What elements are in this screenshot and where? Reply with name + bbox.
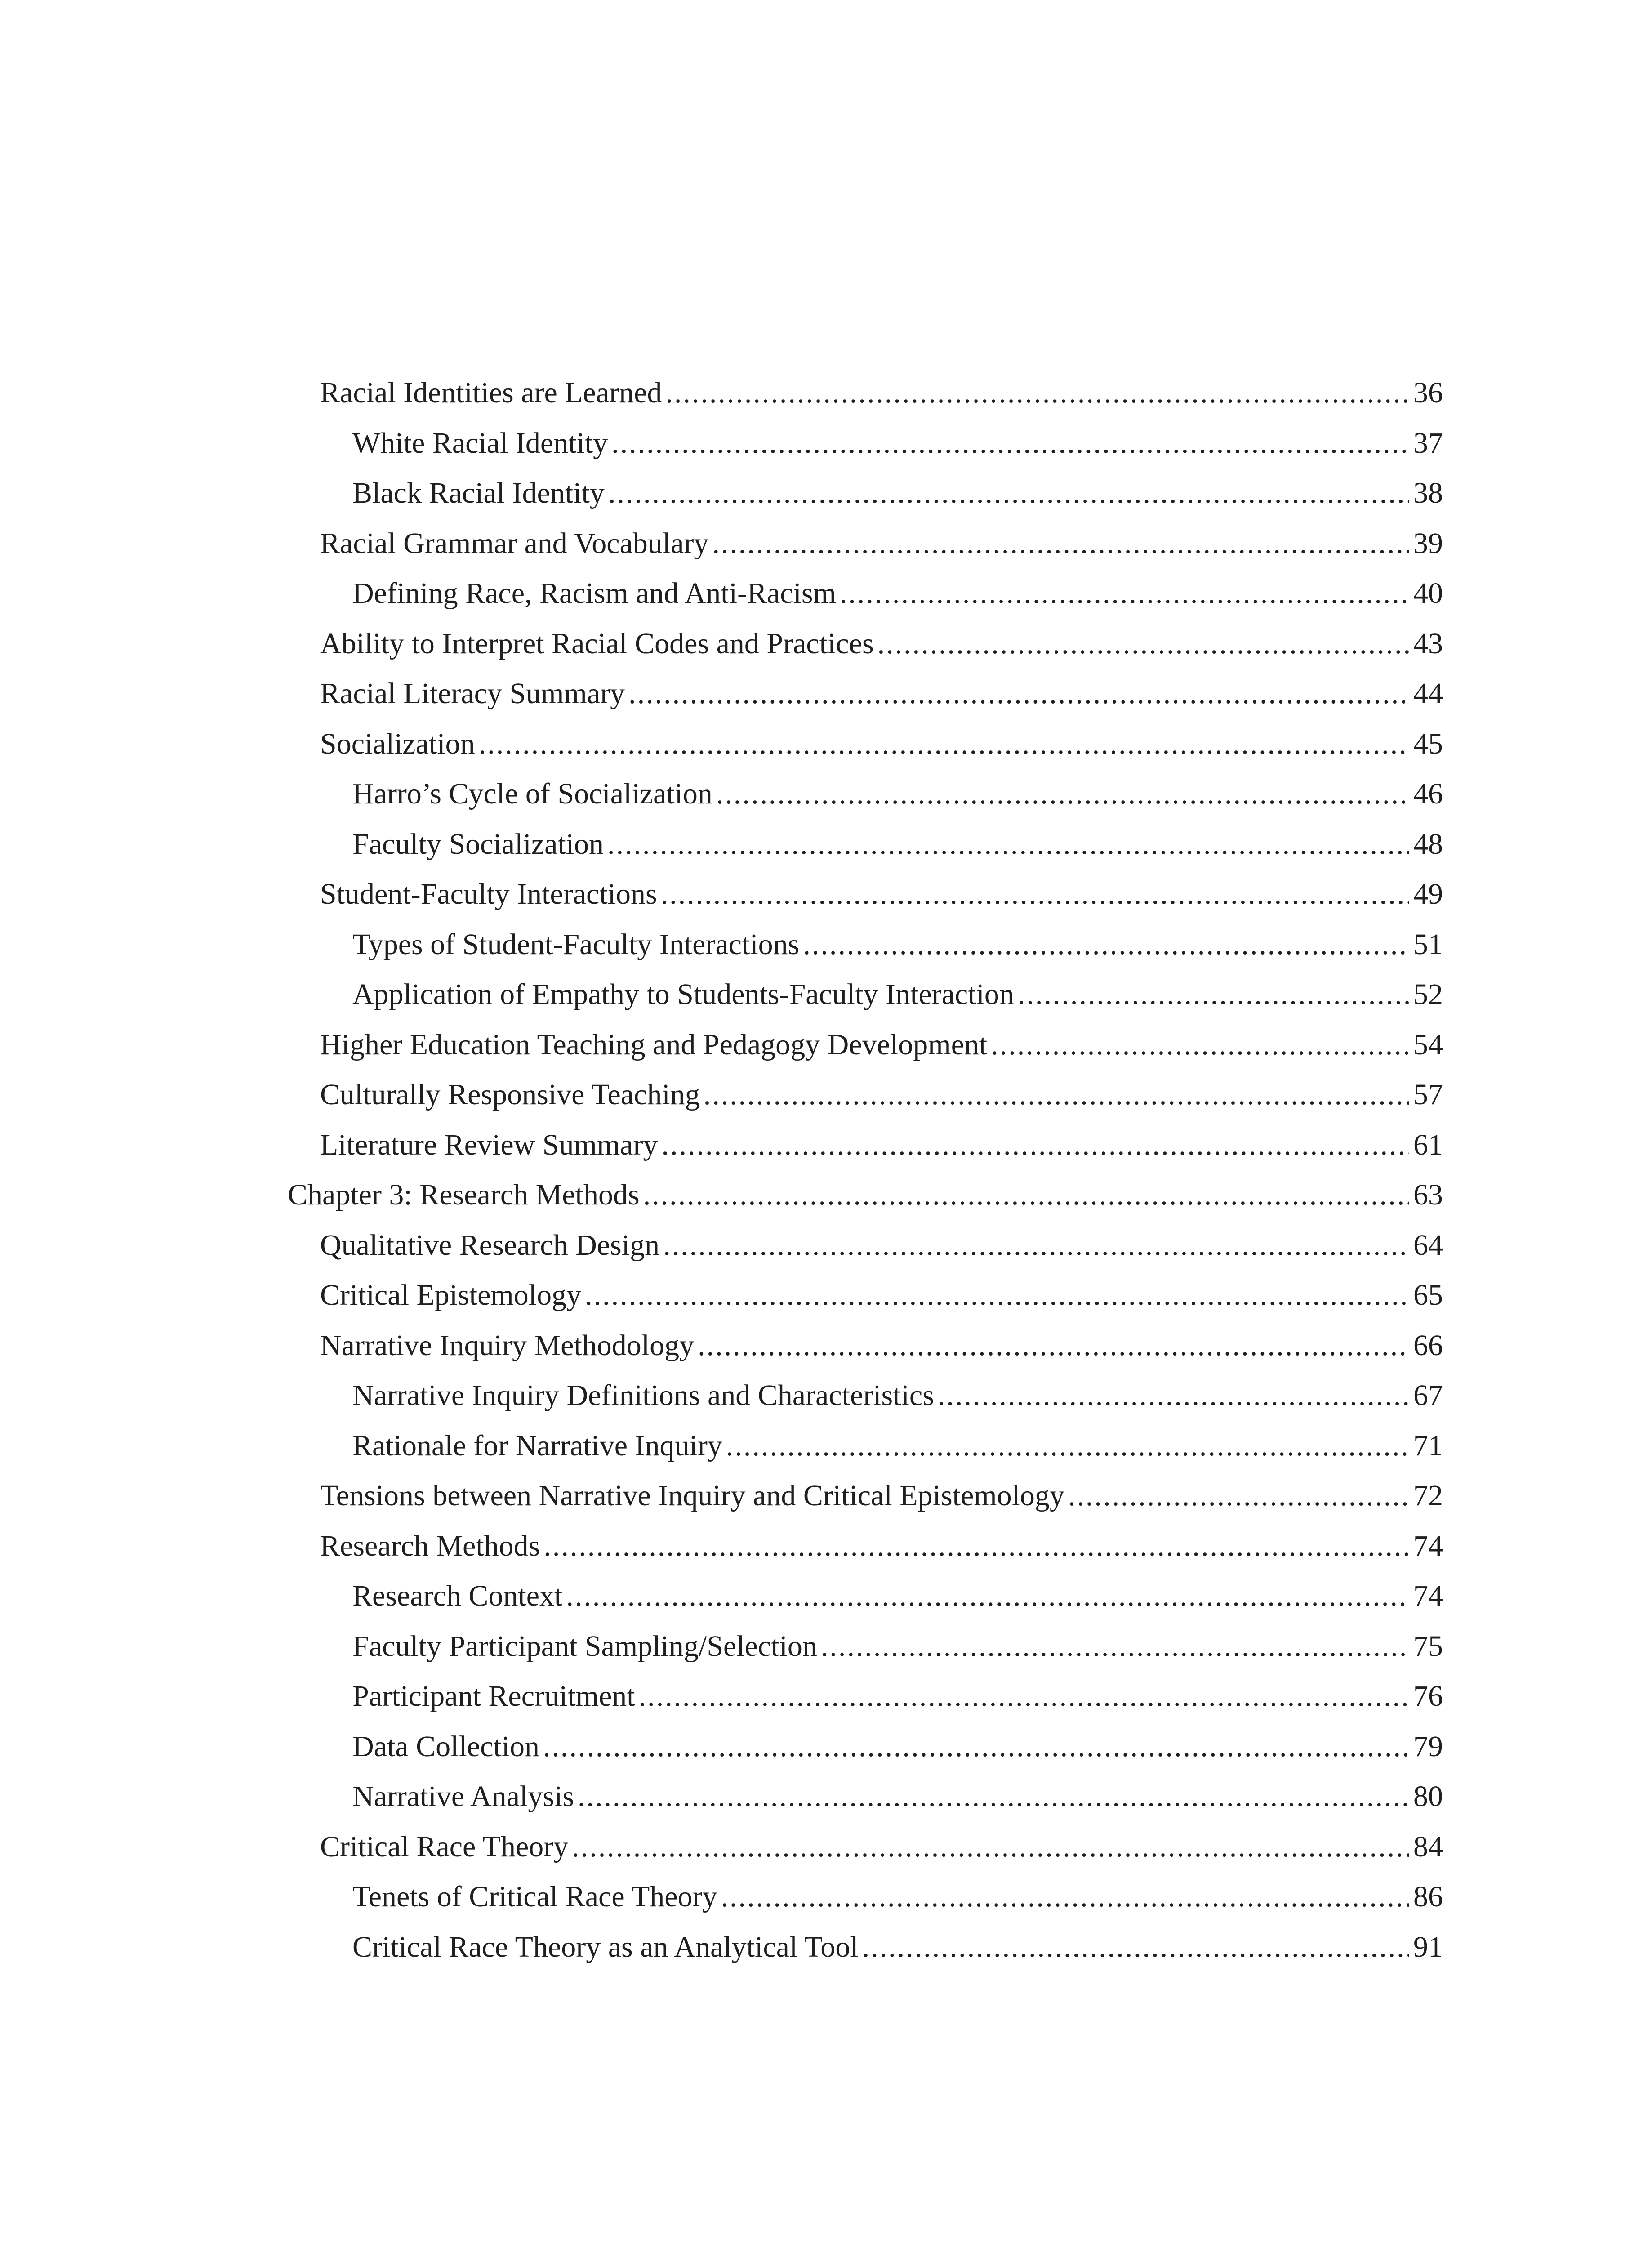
toc-entry-title: Ability to Interpret Racial Codes and Practices xyxy=(320,627,874,660)
toc-entry xyxy=(288,1822,1443,1872)
toc-entry xyxy=(288,719,1443,769)
toc-dot-leader xyxy=(543,1722,1409,1772)
toc-dot-leader xyxy=(716,769,1409,819)
toc-entry xyxy=(288,1120,1443,1170)
toc-entry-title: Racial Literacy Summary xyxy=(320,677,625,710)
toc-entry-page-number: 74 xyxy=(1413,1529,1443,1562)
toc-entry-title: Narrative Inquiry Definitions and Characteristics xyxy=(352,1379,934,1412)
toc-entry-page-number: 38 xyxy=(1413,477,1443,509)
toc-entry-title: Research Context xyxy=(352,1579,563,1612)
toc-entry-page-number: 45 xyxy=(1413,727,1443,760)
toc-dot-leader xyxy=(543,1521,1409,1571)
toc-entry xyxy=(288,418,1443,468)
toc-dot-leader xyxy=(712,518,1409,569)
toc-entry xyxy=(288,769,1443,819)
toc-entry xyxy=(288,1370,1443,1421)
toc-entry-page-number: 39 xyxy=(1413,526,1443,560)
toc-dot-leader xyxy=(862,1922,1409,1972)
toc-entry xyxy=(288,669,1443,719)
toc-dot-leader xyxy=(578,1771,1409,1822)
toc-entry-page-number: 40 xyxy=(1413,577,1443,610)
toc-entry-page-number: 48 xyxy=(1413,827,1443,861)
toc-entry xyxy=(288,969,1443,1020)
toc-entry-page-number: 74 xyxy=(1413,1579,1443,1612)
toc-entry-page-number: 49 xyxy=(1413,878,1443,910)
toc-entry-title: Faculty Socialization xyxy=(352,827,604,861)
toc-dot-leader xyxy=(572,1822,1409,1872)
toc-entry-title: Tenets of Critical Race Theory xyxy=(352,1880,717,1913)
toc-entry-title: Narrative Inquiry Methodology xyxy=(320,1329,695,1362)
toc-entry-page-number: 84 xyxy=(1413,1830,1443,1863)
toc-entry xyxy=(288,1471,1443,1521)
toc-entry-title: Literature Review Summary xyxy=(320,1128,658,1161)
toc-entry-title: Critical Epistemology xyxy=(320,1279,582,1311)
toc-dot-leader xyxy=(661,869,1409,919)
toc-entry-page-number: 54 xyxy=(1413,1028,1443,1061)
toc-entry xyxy=(288,1170,1443,1220)
toc-entry-title: Tensions between Narrative Inquiry and Critical Epistemology xyxy=(320,1479,1064,1512)
toc-entry xyxy=(288,619,1443,669)
toc-dot-leader xyxy=(726,1421,1409,1471)
toc-entry xyxy=(288,1220,1443,1271)
toc-entry-page-number: 66 xyxy=(1413,1329,1443,1362)
toc-entry-title: White Racial Identity xyxy=(352,426,608,459)
toc-entry-page-number: 43 xyxy=(1413,627,1443,660)
toc-entry-page-number: 51 xyxy=(1413,928,1443,961)
toc-entry-title: Critical Race Theory xyxy=(320,1830,569,1863)
toc-dot-leader xyxy=(479,719,1409,769)
toc-entry-title: Culturally Responsive Teaching xyxy=(320,1078,700,1111)
toc-entry xyxy=(288,518,1443,569)
toc-dot-leader xyxy=(1018,969,1409,1020)
toc-entry-page-number: 65 xyxy=(1413,1279,1443,1311)
toc-entry-title: Rationale for Narrative Inquiry xyxy=(352,1429,722,1462)
toc-entry-page-number: 52 xyxy=(1413,978,1443,1011)
toc-dot-leader xyxy=(566,1571,1409,1621)
toc-entry-title: Narrative Analysis xyxy=(352,1780,574,1813)
toc-entry-title: Research Methods xyxy=(320,1529,540,1562)
toc-entry xyxy=(288,1922,1443,1972)
toc-entry xyxy=(288,1270,1443,1320)
toc-entry-title: Harro’s Cycle of Socialization xyxy=(352,777,712,810)
toc-entry-title: Student-Faculty Interactions xyxy=(320,878,657,910)
toc-entry xyxy=(288,468,1443,518)
toc-entry xyxy=(288,1421,1443,1471)
toc-entry xyxy=(288,1621,1443,1672)
toc-entry-title: Critical Race Theory as an Analytical Tool xyxy=(352,1930,859,1963)
toc-dot-leader xyxy=(585,1270,1409,1320)
toc-entry-title: Defining Race, Racism and Anti-Racism xyxy=(352,577,836,610)
toc-dot-leader xyxy=(663,1220,1409,1271)
toc-entry-page-number: 64 xyxy=(1413,1228,1443,1262)
toc-entry xyxy=(288,1722,1443,1772)
toc-entry xyxy=(288,1771,1443,1822)
toc-entry-title: Racial Grammar and Vocabulary xyxy=(320,526,709,560)
toc-entry xyxy=(288,819,1443,870)
toc-entry xyxy=(288,1571,1443,1621)
toc-dot-leader xyxy=(821,1621,1409,1672)
toc-entry-page-number: 76 xyxy=(1413,1680,1443,1713)
toc-dot-leader xyxy=(661,1120,1409,1170)
toc-entry xyxy=(288,368,1443,418)
toc-entry-page-number: 86 xyxy=(1413,1880,1443,1913)
toc-entry xyxy=(288,869,1443,919)
toc-entry-title: Qualitative Research Design xyxy=(320,1228,660,1262)
toc-entry-title: Participant Recruitment xyxy=(352,1680,635,1713)
toc-dot-leader xyxy=(607,819,1409,870)
toc-dot-leader xyxy=(840,568,1409,619)
toc-entry-page-number: 57 xyxy=(1413,1078,1443,1111)
toc-dot-leader xyxy=(877,619,1409,669)
toc-entry-page-number: 46 xyxy=(1413,777,1443,810)
toc-entry xyxy=(288,1320,1443,1371)
toc-entry-page-number: 75 xyxy=(1413,1629,1443,1663)
toc-entry-page-number: 80 xyxy=(1413,1780,1443,1813)
toc-entry xyxy=(288,1521,1443,1571)
toc-entry-page-number: 72 xyxy=(1413,1479,1443,1512)
toc-dot-leader xyxy=(665,368,1409,418)
toc-entry-page-number: 36 xyxy=(1413,376,1443,409)
toc-entry-page-number: 61 xyxy=(1413,1128,1443,1161)
toc-entry-title: Application of Empathy to Students-Faculty Interaction xyxy=(352,978,1014,1011)
toc-entry-page-number: 91 xyxy=(1413,1930,1443,1963)
toc-entry xyxy=(288,919,1443,970)
toc-entry xyxy=(288,1872,1443,1922)
toc-dot-leader xyxy=(938,1370,1409,1421)
toc-entry-title: Racial Identities are Learned xyxy=(320,376,662,409)
toc-entry xyxy=(288,1070,1443,1120)
toc-entry-title: Black Racial Identity xyxy=(352,477,605,509)
toc-dot-leader xyxy=(704,1070,1409,1120)
toc-dot-leader xyxy=(991,1020,1409,1070)
toc-entry-title: Socialization xyxy=(320,727,475,760)
toc-dot-leader xyxy=(628,669,1409,719)
toc-entry-page-number: 63 xyxy=(1413,1178,1443,1211)
toc-entry-title: Faculty Participant Sampling/Selection xyxy=(352,1629,817,1663)
toc-entry-page-number: 71 xyxy=(1413,1429,1443,1462)
toc-dot-leader xyxy=(611,418,1409,468)
table-of-contents xyxy=(288,368,1443,1972)
toc-entry-title: Data Collection xyxy=(352,1730,540,1763)
toc-dot-leader xyxy=(698,1320,1409,1371)
toc-dot-leader xyxy=(639,1671,1409,1722)
toc-entry-title: Types of Student-Faculty Interactions xyxy=(352,928,800,961)
toc-dot-leader xyxy=(643,1170,1409,1220)
toc-dot-leader xyxy=(608,468,1409,518)
toc-entry-title: Chapter 3: Research Methods xyxy=(288,1178,640,1211)
toc-dot-leader xyxy=(721,1872,1409,1922)
toc-entry-title: Higher Education Teaching and Pedagogy Development xyxy=(320,1028,988,1061)
toc-dot-leader xyxy=(1068,1471,1409,1521)
toc-dot-leader xyxy=(803,919,1409,970)
toc-entry-page-number: 44 xyxy=(1413,677,1443,710)
toc-entry-page-number: 37 xyxy=(1413,426,1443,459)
toc-entry xyxy=(288,568,1443,619)
toc-entry-page-number: 67 xyxy=(1413,1379,1443,1412)
toc-entry xyxy=(288,1671,1443,1722)
toc-entry xyxy=(288,1020,1443,1070)
toc-entry-page-number: 79 xyxy=(1413,1730,1443,1763)
